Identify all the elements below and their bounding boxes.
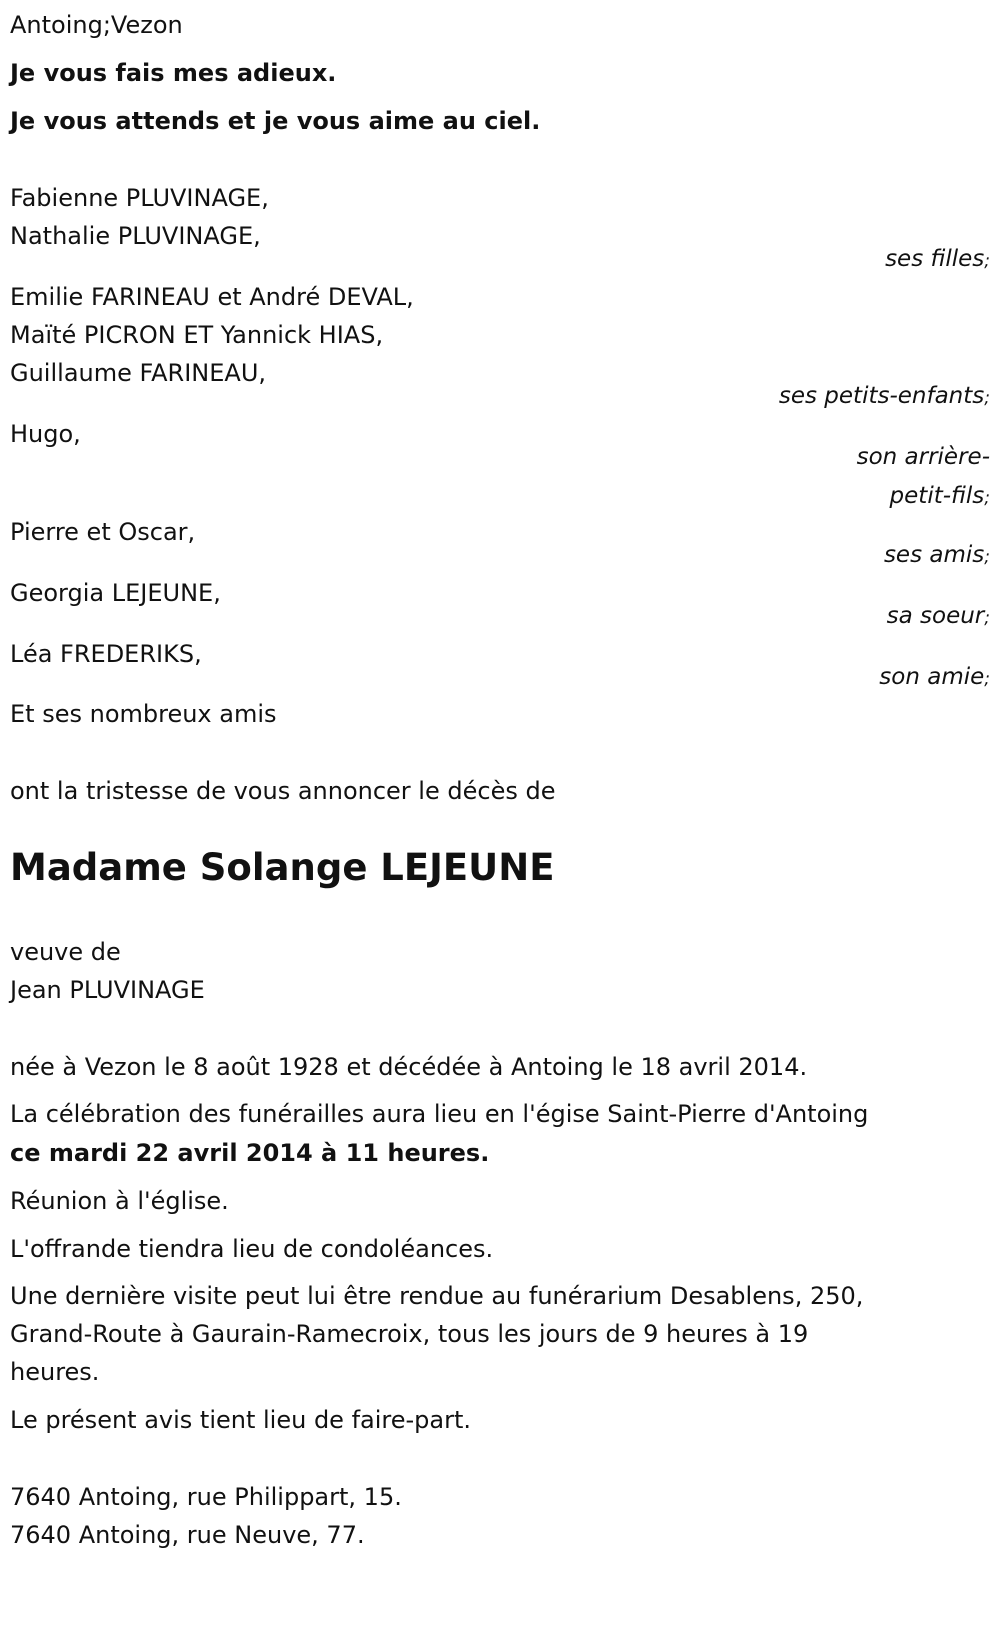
- relation-sister: [887, 602, 990, 632]
- daughter-name-1: Fabienne PLUVINAGE,: [10, 184, 269, 212]
- relation-separator: ;: [984, 251, 990, 271]
- relation-separator: ;: [984, 669, 990, 689]
- relation-friend: [879, 663, 990, 693]
- widow-of-label: veuve de: [10, 938, 121, 966]
- relation-separator: ;: [984, 488, 990, 508]
- deceased-name: Madame Solange LEJEUNE: [10, 846, 555, 889]
- ceremony-line: La célébration des funérailles aura lieu en l'égise Saint-Pierre d'Antoing: [10, 1100, 869, 1128]
- relation-label: ses filles: [885, 246, 985, 272]
- relation-label: petit-fils: [889, 483, 985, 509]
- great-grandson-name: Hugo,: [10, 420, 81, 448]
- friend-name: Léa FREDERIKS,: [10, 640, 202, 668]
- friends-names: Pierre et Oscar,: [10, 518, 196, 546]
- relation-label: son amie: [879, 664, 985, 690]
- relation-separator: ;: [984, 547, 990, 567]
- relation-separator: ;: [984, 608, 990, 628]
- visit-line-2: Grand-Route à Gaurain-Ramecroix, tous les jours de 9 heures à 19: [10, 1320, 809, 1348]
- relation-friends: [884, 541, 990, 571]
- announcement-intro: ont la tristesse de vous annoncer le décès de: [10, 777, 556, 805]
- ceremony-date: ce mardi 22 avril 2014 à 11 heures.: [10, 1139, 490, 1167]
- sister-name: Georgia LEJEUNE,: [10, 579, 221, 607]
- relation-label: sa soeur: [886, 603, 985, 629]
- daughter-name-2: Nathalie PLUVINAGE,: [10, 222, 261, 250]
- relation-great-grandson-line-1: son arrière-: [856, 444, 990, 470]
- relation-label: ses amis: [883, 542, 985, 568]
- verse-line-2: Je vous attends et je vous aime au ciel.: [10, 107, 541, 135]
- relation-daughters: [885, 245, 990, 275]
- birth-death-line: née à Vezon le 8 août 1928 et décédée à Antoing le 18 avril 2014.: [10, 1053, 808, 1081]
- meeting-line: Réunion à l'église.: [10, 1187, 229, 1215]
- grandchild-name-1: Emilie FARINEAU et André DEVAL,: [10, 283, 414, 311]
- other-friends: Et ses nombreux amis: [10, 700, 277, 728]
- relation-label: ses petits-enfants: [778, 383, 985, 409]
- spouse-name: Jean PLUVINAGE: [10, 976, 205, 1004]
- grandchild-name-2: Maïté PICRON ET Yannick HIAS,: [10, 321, 384, 349]
- notice-line: Le présent avis tient lieu de faire-part.: [10, 1406, 472, 1434]
- location-line: Antoing;Vezon: [10, 11, 183, 39]
- address-1: 7640 Antoing, rue Philippart, 15.: [10, 1483, 402, 1511]
- relation-great-grandson-line-2: [890, 482, 990, 512]
- visit-line-3: heures.: [10, 1358, 100, 1386]
- relation-grandchildren: [779, 382, 990, 412]
- grandchild-name-3: Guillaume FARINEAU,: [10, 359, 267, 387]
- verse-line-1: Je vous fais mes adieux.: [10, 59, 337, 87]
- address-2: 7640 Antoing, rue Neuve, 77.: [10, 1521, 365, 1549]
- visit-line-1: Une dernière visite peut lui être rendue au funérarium Desablens, 250,: [10, 1282, 864, 1310]
- offering-line: L'offrande tiendra lieu de condoléances.: [10, 1235, 494, 1263]
- relation-separator: ;: [984, 388, 990, 408]
